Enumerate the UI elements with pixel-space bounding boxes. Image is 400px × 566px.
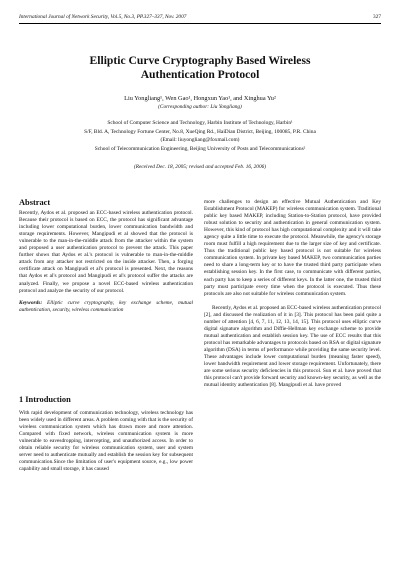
author-list: Liu Yongliang¹, Wen Gao¹, Hongxun Yao¹, and Xinghua Yu² xyxy=(124,95,276,102)
journal-running-head: International Journal of Network Security, Vol.5, No.3, PP.327–337, Nov. 2007 xyxy=(19,14,187,20)
right-paragraph-2: Recently, Aydos et al. proposed an ECC-based wireless authentication protocol [2], and discussed the realization of it in [3]. This protocol has been paid quite a number of attention [4, 6, 7, 11, 12, 13, 14, 15]. This protocol uses elliptic curve digital signature algorithm and Diffie-Hellman key exchange scheme to provide mutual authentication and establish session key. The use of ECC results that this protocol has remarkable advantages to protocols based on RSA or digital signature algorithm (DSA) in terms of performance while providing the same security level. These advantages include lower computational burden (meaning faster speed), lower bandwidth requirement and lower storage requirement. Unfortunately, there are some serious security deficiencies in this protocol. Sun et al. have proved that this protocol can't provide forward security and known-key security, as well as the mutual identity authentication [8]. Mangipudi et al. have proved xyxy=(204,304,381,389)
running-header xyxy=(19,14,381,20)
header-rule xyxy=(19,23,381,24)
paper-title xyxy=(0,54,400,82)
abstract-heading: Abstract xyxy=(19,198,51,207)
author-email: (Email: liuyongliang@foxmail.com) xyxy=(160,137,240,144)
keywords-list: Elliptic curve cryptography, key exchange scheme, mutual authentication, security, wireless communication xyxy=(19,299,193,313)
affiliation-3: School of Telecommunication Engineering, Beijing University of Posts and Telecommunications² xyxy=(94,145,306,152)
keywords xyxy=(19,300,193,314)
corresponding-author: (Corresponding author: Liu Yongliang) xyxy=(158,104,242,110)
abstract-section xyxy=(19,199,193,314)
abstract-body: Recently, Aydos et al. proposed an ECC-based wireless authentication protocol. Because their protocol is based on ECC, the protocol has significant advantage including lower computational burden, lower communication bandwidth and storage requirements. However, Mangipudi et al showed that the protocol is vulnerable to the man-in-the-middle attack from the attacker within the system and proposed a user authentication protocol to prevent the attack. This paper further shows that Aydos et al.'s protocol is vulnerable to man-in-the-middle attack from any attacker not restricted on the inside attacker. Then, a forging certificate attack on Mangipudi et al's protocol is presented. Next, the reasons that Aydos et al's protocol and Mangipudi et al's protocol suffer the attacks are analyzed. Finally, we propose a novel ECC-based wireless authentication protocol and analyze the security of our protocol. xyxy=(19,210,193,294)
received-dates: (Received Dec. 18, 2005; revised and accepted Feb. 16, 2006) xyxy=(133,164,267,170)
page-number: 327 xyxy=(373,14,381,20)
right-column xyxy=(204,199,381,389)
keywords-label: Keywords: xyxy=(19,299,43,306)
affiliation-1: School of Computer Science and Technology, Harbin Institute of Technology, Harbin¹ xyxy=(107,120,293,126)
introduction-section xyxy=(19,396,193,473)
title-line-2: Authentication Protocol xyxy=(140,68,260,81)
affiliation-2: S/F, Bld. A, Technology Fortune Center, No.8, XueQing Rd., HaiDian District, Beijing, 100085, P.R. China xyxy=(84,128,316,135)
introduction-heading: 1 Introduction xyxy=(19,395,71,404)
affiliations xyxy=(20,119,380,153)
introduction-body: With rapid development of communication technology, wireless technology has been widely used in different areas. A problem coming with that is the security of wireless communication system which has drawn more and more attention. Compared with fixed network, wireless communication system is more vulnerable to eavesdropping, intercepting, and unauthorized access. In order to obtain reliable security for wireless communication system, user and system server need to authenticate mutually and establish the session key for subsequent communication.Since the limitation of user's equipment source, e.g., low power capability and small storage, it has caused xyxy=(19,410,193,473)
title-line-1: Elliptic Curve Cryptography Based Wireless xyxy=(89,54,311,67)
right-paragraph-1: more challenges to design an effective Mutual Authentication and Key Establishment Protocol (MAKEP) for wireless communication system. Traditional public key based MAKEP, including Station-to-Station protocol, have provided robust solution to security and authentication in general communication system. However, this kind of protocol has high computational complexity and it will take agency quite a little time to execute the protocol. Meanwhile, the agency's storage room must fulfill a high requirement due to the larger size of key and certificate. Thus the traditional public key based protocol is not suitable for wireless communication system. In private key based MAKEP, two communication parties need to share a long-term key or to have the trusted third party participate when establishing session key. In the first case, to communicate with different parties, each party has to keep a series of different keys. In the latter one, the trusted third party must participate every time when the protocol is executed. Thus these protocols are also not suitable for wireless communication system. xyxy=(204,199,381,297)
